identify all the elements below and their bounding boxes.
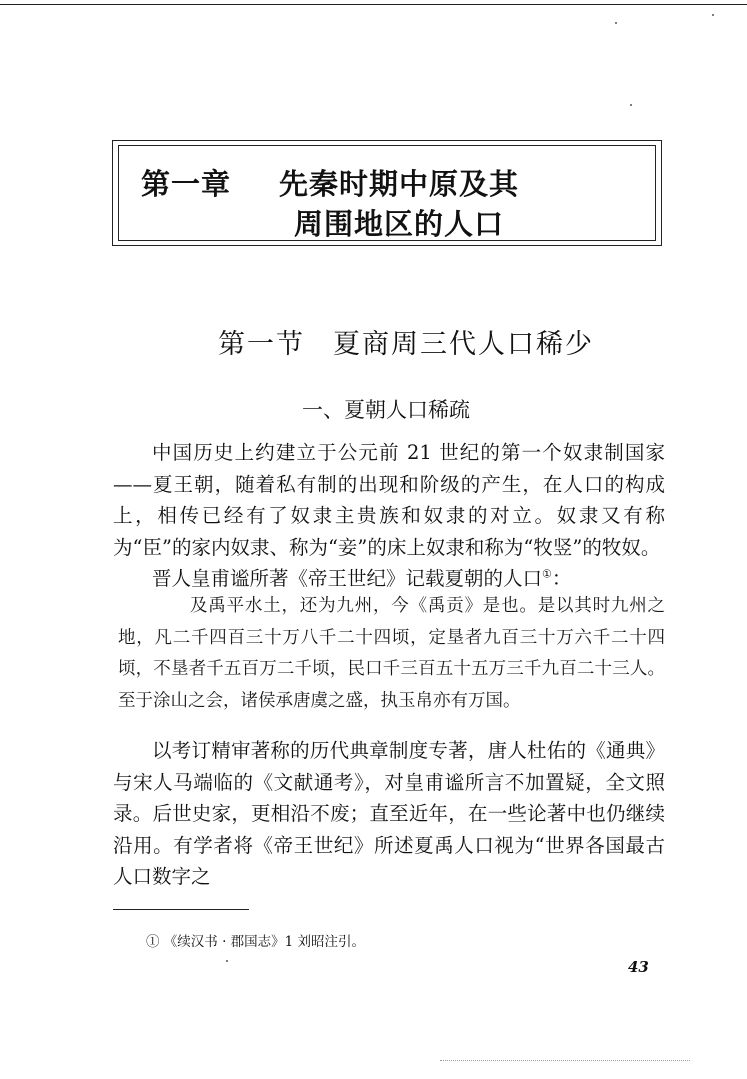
subsection-title: 一、夏朝人口稀疏 bbox=[302, 398, 470, 422]
footnote-reference-mark[interactable]: ① bbox=[542, 567, 552, 581]
chapter-title-line-2: 周围地区的人口 bbox=[294, 207, 505, 241]
scan-speck bbox=[630, 104, 632, 106]
scan-edge-noise bbox=[440, 1060, 690, 1062]
chapter-heading-box bbox=[112, 140, 662, 246]
quoted-passage: 及禹平水土，还为九州，今《禹贡》是也。是以其时九州之地，凡二千四百三十万八千二十四顷，定垦者九百三十万六千二十四顷，不垦者千五百万二千顷，民口千三百五十五万三千九百二十三人。至于涂山之会，诸侯承唐虞之盛，执玉帛亦有万国。 bbox=[118, 596, 665, 711]
top-edge-rule bbox=[0, 4, 747, 5]
paragraph-2-text: 晋人皇甫谧所著《帝王世纪》记载夏朝的人口 bbox=[152, 567, 543, 590]
body-paragraph-1: 中国历史上约建立于公元前 21 世纪的第一个奴隶制国家——夏王朝，随着私有制的出现和阶级的产生，在人口的构成上，相传已经有了奴隶主贵族和奴隶的对立。奴隶又有称为“臣”的家内奴隶、称为“妾”的床上奴隶和称为“牧竖”的牧奴。 bbox=[113, 441, 665, 559]
section-title: 夏商周三代人口稀少 bbox=[333, 329, 594, 360]
body-paragraph-3: 以考订精审著称的历代典章制度专著，唐人杜佑的《通典》与宋人马端临的《文献通考》，对皇甫谧所言不加置疑，全文照录。后世史家，更相沿不废；直至近年，在一些论著中也仍继续沿用。有学者将《帝王世纪》所述夏禹人口视为“世界各国最古人口数字之 bbox=[113, 739, 665, 888]
footnote-separator bbox=[113, 909, 249, 910]
chapter-title-line-1: 先秦时期中原及其 bbox=[279, 167, 520, 201]
footnote: ① 《续汉书 · 郡国志》1 刘昭注引。 bbox=[146, 934, 366, 950]
chapter-heading-inner-frame bbox=[118, 145, 656, 241]
scan-speck bbox=[615, 22, 617, 24]
section-heading bbox=[218, 322, 594, 361]
scan-speck bbox=[712, 14, 714, 16]
body-paragraph-2 bbox=[113, 563, 665, 595]
section-label: 第一节 bbox=[218, 329, 305, 360]
paragraph-2-end: ： bbox=[551, 567, 572, 590]
scan-speck bbox=[226, 960, 228, 962]
chapter-label: 第一章 bbox=[141, 167, 232, 201]
page-number: 43 bbox=[628, 958, 649, 976]
